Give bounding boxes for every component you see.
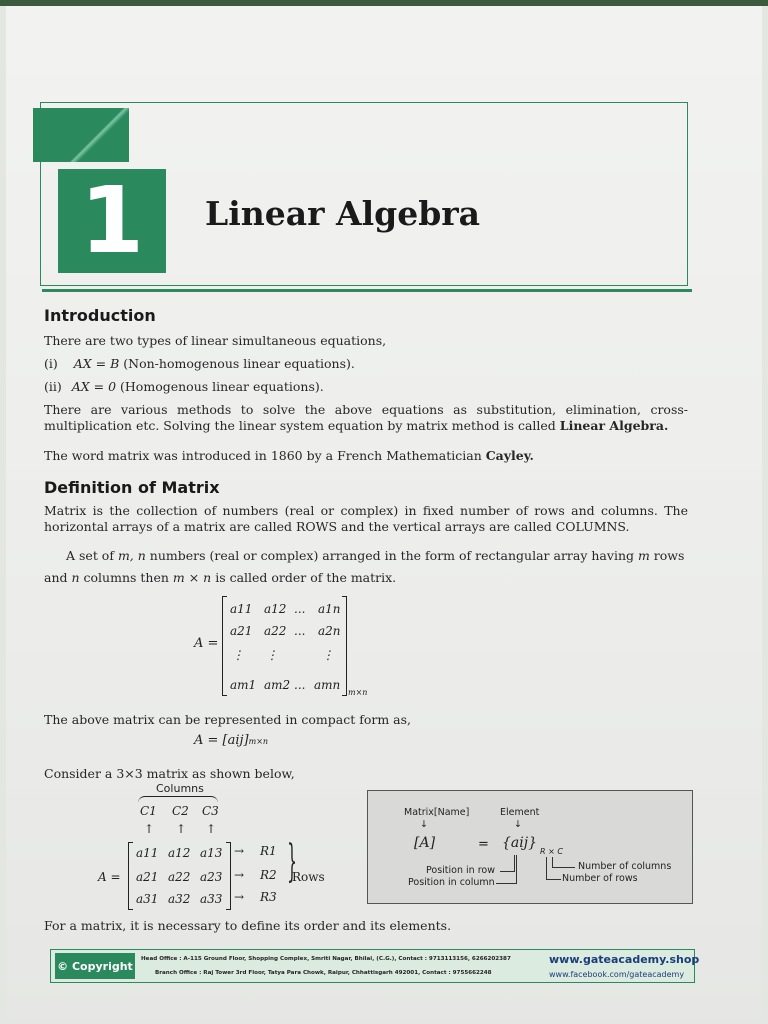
down-arrow-icon: ↓ — [514, 819, 522, 830]
intro-paragraph: There are various methods to solve the above equations as substitution, elimination, cross-multiplication etc. Solving the linear system equation by matrix method is called Linear Algebra. — [44, 402, 688, 433]
branch-office-text: Branch Office : Raj Tower 3rd Floor, Tatya Para Chowk, Raipur, Chhattisgarh 492001, Contact : 9755662248 — [155, 970, 492, 976]
row-label: R3 — [260, 890, 277, 904]
element-notation-box — [367, 790, 693, 904]
definition-paragraph: Matrix is the collection of numbers (real or complex) in fixed number of rows and columns. The horizontal arrays of a matrix are called ROWS and the vertical arrays are called COLUMNS. — [44, 503, 688, 534]
row-label: R2 — [260, 868, 277, 882]
matrix-cell: amn — [314, 678, 341, 692]
definition-set-line: A set of m, n numbers (real or complex) arranged in the form of rectangular array having m rows — [66, 548, 685, 563]
page-footer — [50, 949, 700, 983]
rows-label: Rows — [292, 870, 325, 884]
columns-brace — [138, 796, 218, 803]
matrix-cell: a1n — [318, 602, 341, 616]
column-label: C2 — [172, 804, 189, 818]
three-by-three-diagram — [98, 784, 338, 914]
intro-cayley: The word matrix was introduced in 1860 by a French Mathematician Cayley. — [44, 448, 534, 463]
position-column-label: Position in column — [408, 877, 495, 888]
intro-line: There are two types of linear simultaneous equations, — [44, 333, 387, 348]
copyright-badge: © Copyright — [55, 953, 135, 979]
matrix-label: A = — [194, 636, 219, 651]
matrix-cell: a11 — [230, 602, 253, 616]
head-office-text: Head Office : A-115 Ground Floor, Shopping Complex, Smriti Nagar, Bhilai, (C.G.), Contact : 9713113156, 6266202387 — [141, 956, 511, 962]
matrix-cell: a21 — [230, 624, 253, 638]
order-symbol: R × C — [540, 847, 563, 856]
matrix-vdots: ⋮ — [232, 648, 244, 662]
column-pointer — [496, 855, 517, 884]
matrix-cell: a32 — [168, 892, 191, 906]
matrix-symbol: [A] — [414, 835, 436, 851]
book-page — [6, 6, 762, 1020]
chapter-title: Linear Algebra — [205, 194, 481, 233]
right-arrow-icon: → — [234, 890, 245, 904]
chapter-number: 1 — [58, 169, 166, 273]
row-label: R1 — [260, 844, 277, 858]
compact-form-text: The above matrix can be represented in compact form as, — [44, 712, 411, 727]
matrix-cell: a2n — [318, 624, 341, 638]
compact-form-equation: A = [aij]m×n — [194, 733, 269, 748]
matrix-cell: a22 — [264, 624, 287, 638]
chapter-underline — [42, 289, 692, 292]
chapter-decor-band — [33, 108, 129, 162]
matrix-cell: a21 — [136, 870, 159, 884]
matrix-cell: am2 — [264, 678, 291, 692]
facebook-link[interactable]: www.facebook.com/gateacademy — [549, 970, 685, 979]
matrix-cell: ... — [294, 678, 306, 692]
right-arrow-icon: → — [234, 844, 245, 858]
matrix-vdots: ⋮ — [322, 648, 334, 662]
right-arrow-icon: → — [234, 868, 245, 882]
equals-sign: = — [478, 837, 489, 852]
general-matrix — [194, 596, 384, 706]
intro-item-1: (i) AX = B (Non-homogenous linear equations). — [44, 356, 355, 371]
consider-text: Consider a 3×3 matrix as shown below, — [44, 766, 295, 781]
matrix-cell: a23 — [200, 870, 223, 884]
matrix-cell: am1 — [230, 678, 257, 692]
column-label: C1 — [140, 804, 157, 818]
column-label: C3 — [202, 804, 219, 818]
matrix-vdots: ⋮ — [266, 648, 278, 662]
diagram-bracket-right — [226, 842, 231, 910]
matrix-cell: a12 — [264, 602, 287, 616]
definition-heading: Definition of Matrix — [44, 478, 220, 497]
matrix-cell: a12 — [168, 846, 191, 860]
position-row-label: Position in row — [426, 865, 495, 876]
matrix-cell: a11 — [136, 846, 159, 860]
intro-item-2: (ii) AX = 0 (Homogenous linear equations). — [44, 379, 324, 394]
diagram-lhs: A = — [98, 870, 121, 884]
matrix-cell: ... — [294, 624, 306, 638]
matrix-bracket-left — [222, 596, 227, 696]
matrix-name-label: Matrix[Name] — [404, 807, 470, 818]
website-link[interactable]: www.gateacademy.shop — [549, 953, 700, 966]
element-label: Element — [500, 807, 540, 818]
matrix-cell: a13 — [200, 846, 223, 860]
matrix-order: m×n — [348, 688, 368, 697]
columns-label: Columns — [156, 782, 204, 795]
matrix-cell: ... — [294, 602, 306, 616]
up-arrow-icon: ↑ — [176, 822, 187, 836]
introduction-heading: Introduction — [44, 306, 156, 325]
down-arrow-icon: ↓ — [420, 819, 428, 830]
up-arrow-icon: ↑ — [206, 822, 217, 836]
matrix-cell: a22 — [168, 870, 191, 884]
element-symbol: {aij} — [502, 835, 537, 851]
rows-brace: } — [287, 836, 297, 887]
number-columns-label: Number of columns — [578, 861, 672, 872]
up-arrow-icon: ↑ — [144, 822, 155, 836]
closing-sentence: For a matrix, it is necessary to define its order and its elements. — [44, 918, 452, 933]
rows-pointer — [546, 857, 561, 880]
matrix-cell: a31 — [136, 892, 159, 906]
definition-order-line: and n columns then m × n is called order of the matrix. — [44, 570, 397, 585]
matrix-bracket-right — [342, 596, 347, 696]
number-rows-label: Number of rows — [562, 873, 638, 884]
matrix-cell: a33 — [200, 892, 223, 906]
diagram-bracket-left — [128, 842, 133, 910]
